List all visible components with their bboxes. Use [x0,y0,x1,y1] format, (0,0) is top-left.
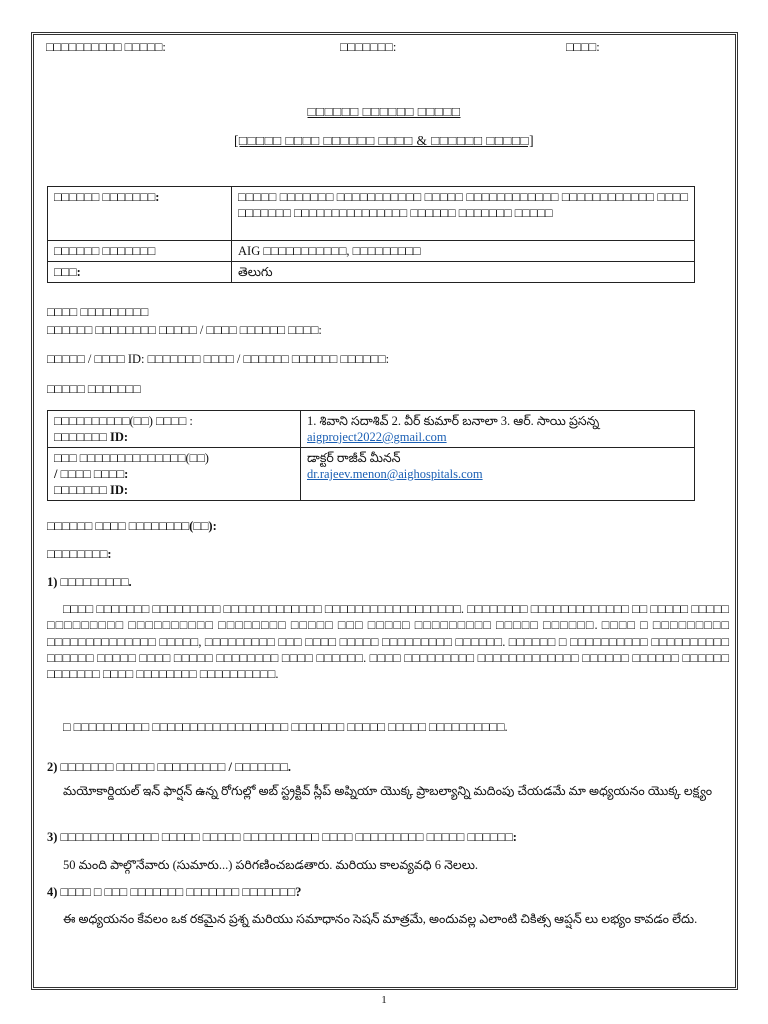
investigators-label-line1: □□□□□□□□□□(□□) □□□□ : [54,414,193,428]
header-middle: □□□□□□□: [340,40,397,54]
guide-label-prefix: □□□□□□□ [54,483,107,497]
guide-label [48,448,301,501]
study-title-value: □□□□□ □□□□□□□ □□□□□□□□□□□ □□□□□ □□□□□□□□□□□□ □□□□□□□□□□□□ □□□□ □□□□□□□ □□□□□□□□□□□□□□□ □□□□□□ □□□□□□□ □□□□□ [232,187,695,241]
mid-line-2: □□□□□□ □□□□□□□□ □□□□□ / □□□□ □□□□□□ □□□□: [47,323,322,337]
page-border [31,32,738,990]
study-site-label: □□□□□□ □□□□□□□ [48,241,232,262]
mid-line-3-rest: : □□□□□□□ □□□□ / □□□□□□ □□□□□□ □□□□□□: [141,352,390,366]
heading-1: 1) □□□□□□□□□. [47,575,132,589]
investigators-label-prefix: □□□□□□□ [54,430,107,444]
investigators-label [48,411,301,448]
investigators-label-id: ID: [109,430,129,444]
table-row [48,411,695,448]
guide-name: డాక్టర్ రాజీవ్ మీనన్ [307,451,401,465]
paragraph-1b: □ □□□□□□□□□□ □□□□□□□□□□□□□□□□□□ □□□□□□□ □□□□□ □□□□□ □□□□□□□□□□. [63,720,508,734]
page-number: 1 [381,994,387,1006]
table-row [48,262,695,283]
header-right: □□□□: [566,40,600,54]
table-row [48,241,695,262]
heading-4: 4) □□□□ □ □□□ □□□□□□□ □□□□□□□ □□□□□□□? [47,885,302,899]
investigators-value [301,411,695,448]
section-line-a: □□□□□□ □□□□ □□□□□□□□(□□): [47,519,217,533]
table-row [48,187,695,241]
paragraph-4: ఈ అధ్యయనం కేవలం ఒక రకమైన ప్రశ్న మరియు సమాధానం సెషన్ మాత్రమే, అందువల్ల ఎలాంటి చికిత్స ఆప్షన్ లు లభ్యం కావడం లేదు. [63,912,698,926]
guide-label-line3 [54,482,294,498]
paragraph-2: మయోకార్డియల్ ఇన్ ఫార్షన్ ఉన్న రోగుల్లో అబ్ స్ట్రక్టివ్ స్లీప్ అప్నియా యొక్క ప్రాబల్యాన్ని మదింపు చేయడమే మా అధ్యయనం యొక్క లక్ష్యం [63,784,713,798]
language-label: □□□: [48,262,232,283]
investigators-label-line2 [54,429,294,445]
investigators-table [47,410,695,501]
document-subtitle-text: [□□□□□ □□□□ □□□□□□ □□□□ & □□□□□□ □□□□□] [234,133,534,148]
mid-line-4: □□□□□ □□□□□□□ [47,382,141,396]
heading-3: 3) □□□□□□□□□□□□□ □□□□□ □□□□□ □□□□□□□□□□ □□□□ □□□□□□□□□ □□□□□ □□□□□□: [47,830,517,844]
paragraph-1: □□□□ □□□□□□□ □□□□□□□□□ □□□□□□□□□□□□□ □□□□□□□□□□□□□□□□□□. □□□□□□□□ □□□□□□□□□□□□□ □□ □□□□□ □□□□□ □□□□□□□□□ □□□□□□□□□□ □□□□□□□□ □□□□□ □□□ □□□□□ □□□□□□□□□ □□□□□ □□□□□□. □□□□ □ □□□□□□□□□ □□□□□□□□□□□□□□ □□□□□, □□□□□□□□□ □□□ □□□□ □□□□□ □□□□□□□□□ □□□□□□. □□□□□□ □ □□□□□□□□□□ □□□□□□□□□□ □□□□□□ □□□□□ □□□□ □□□□□ □□□□□□□□ □□□□ □□□□□□. □□□□ □□□□□□□□□ □□□□□□□□□□□□□ □□□□□□ □□□□□□ □□□□□□ □□□□□□□ □□□□ □□□□□□□□ □□□□□□□□□□. [47,602,729,682]
document-subtitle [0,133,768,149]
guide-label-line2: / □□□□ □□□□: [54,467,129,481]
mid-line-3 [47,351,726,367]
mid-line-3-prefix: □□□□□ / □□□□ [47,352,125,366]
mid-line-3-id: ID [127,352,142,366]
study-title-label: □□□□□□ □□□□□□□: [48,187,232,241]
study-site-value: AIG □□□□□□□□□□□, □□□□□□□□□ [232,241,695,262]
document-title: □□□□□□ □□□□□□ □□□□□ [307,104,461,119]
guide-email-link[interactable]: dr.rajeev.menon@aighospitals.com [307,467,483,481]
mid-line-1: □□□□ □□□□□□□□□ [47,305,149,319]
guide-value [301,448,695,501]
investigator-email-link[interactable]: aigproject2022@gmail.com [307,430,447,444]
study-info-table [47,186,695,283]
guide-label-id: ID: [109,483,129,497]
investigator-names: 1. శివాని సదాశివ్ 2. వీర్ కుమార్ బనాలా 3. ఆర్. సాయి ప్రసన్న [307,414,600,428]
table-row [48,448,695,501]
heading-2: 2) □□□□□□□ □□□□□ □□□□□□□□□ / □□□□□□□. [47,760,292,774]
section-line-b: □□□□□□□□: [47,547,112,561]
header-left: □□□□□□□□□□ □□□□□: [46,40,166,54]
language-value: తెలుగు [232,262,695,283]
guide-label-line1: □□□ □□□□□□□□□□□□□□(□□) [54,451,209,465]
paragraph-3: 50 మంది పాల్గొనేవారు (సుమారు...) పరిగణించబడతారు. మరియు కాలవ్యవధి 6 నెలలు. [63,858,479,872]
header-row [46,40,728,60]
